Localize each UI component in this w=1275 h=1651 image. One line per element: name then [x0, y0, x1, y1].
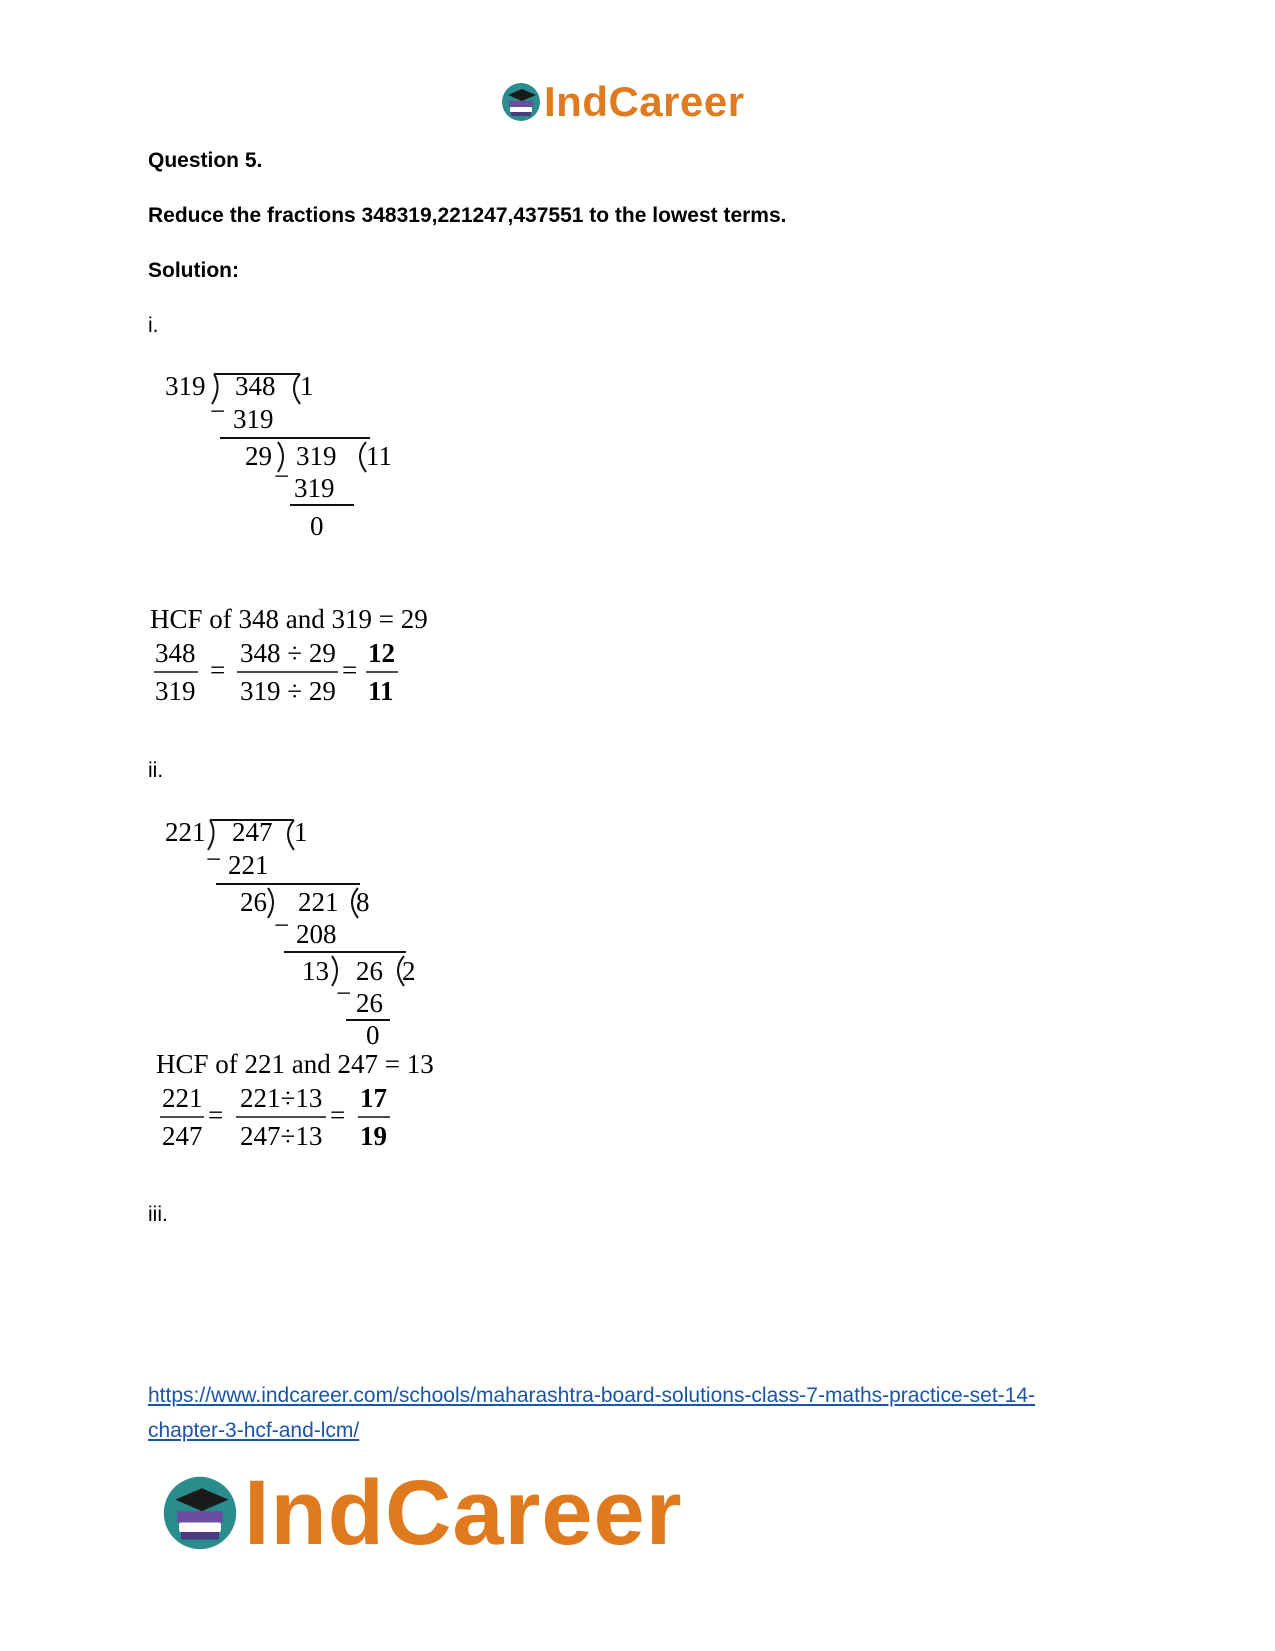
dividend: 348	[235, 371, 276, 401]
dividend: 26	[356, 956, 383, 986]
subtract: 26	[356, 988, 383, 1018]
remainder: 0	[310, 511, 324, 541]
svg-text:−: −	[336, 978, 352, 1008]
divisor: 29	[245, 441, 272, 471]
result-denominator: 19	[360, 1121, 387, 1151]
denominator-division: 247÷13	[240, 1121, 323, 1151]
question-text: Reduce the fractions 348319,221247,437551 to the lowest terms.	[148, 204, 787, 227]
brand-name: IndCareer	[544, 78, 745, 125]
divisor: 319	[165, 371, 206, 401]
svg-text:−: −	[210, 396, 226, 426]
source-link-line1[interactable]: https://www.indcareer.com/schools/maharashtra-board-solutions-class-7-maths-practice-set-14-	[148, 1384, 1036, 1407]
source-link-line2[interactable]: chapter-3-hcf-and-lcm/	[148, 1419, 360, 1442]
fraction-denominator: 247	[162, 1121, 203, 1151]
dividend: 221	[298, 887, 339, 917]
question-title: Question 5.	[148, 149, 263, 172]
divisor: 13	[302, 956, 329, 986]
subtract: 221	[228, 850, 269, 880]
quotient: 8	[356, 887, 370, 917]
footer-logo	[160, 1462, 683, 1564]
part-ii-label: ii.	[148, 759, 164, 782]
subtract: 319	[233, 404, 274, 434]
result-numerator: 12	[368, 638, 395, 668]
numerator-division: 221÷13	[240, 1083, 323, 1113]
quotient: 2	[402, 956, 416, 986]
denominator-division: 319 ÷ 29	[240, 676, 336, 706]
fraction-numerator: 221	[162, 1083, 203, 1113]
brand-name: IndCareer	[244, 1462, 683, 1564]
quotient: 1	[300, 371, 314, 401]
source-link[interactable]	[148, 1378, 1128, 1448]
divisor: 26	[240, 887, 267, 917]
part-ii-division	[150, 806, 490, 1046]
svg-text:=: =	[342, 655, 358, 685]
subtract: 208	[296, 919, 337, 949]
quotient: 1	[294, 817, 308, 847]
part-iii-label: iii.	[148, 1203, 168, 1226]
result-numerator: 17	[360, 1083, 387, 1113]
svg-text:=: =	[330, 1100, 346, 1130]
numerator-division: 348 ÷ 29	[240, 638, 336, 668]
graduation-cap-books-icon	[500, 81, 542, 123]
svg-text:=: =	[208, 1100, 224, 1130]
svg-text:−: −	[206, 844, 222, 874]
svg-text:−: −	[274, 461, 290, 491]
subtract: 319	[294, 473, 335, 503]
part-i-hcf	[150, 600, 530, 720]
graduation-cap-books-icon	[160, 1473, 240, 1553]
dividend: 247	[232, 817, 273, 847]
result-denominator: 11	[368, 676, 394, 706]
dividend: 319	[296, 441, 337, 471]
part-i-division	[150, 360, 470, 560]
svg-text:=: =	[210, 655, 226, 685]
hcf-line: HCF of 221 and 247 = 13	[156, 1049, 434, 1079]
remainder: 0	[366, 1020, 380, 1046]
fraction-denominator: 319	[155, 676, 196, 706]
header-logo	[500, 78, 745, 126]
divisor: 221	[165, 817, 206, 847]
svg-text:−: −	[274, 910, 290, 940]
hcf-line: HCF of 348 and 319 = 29	[150, 604, 428, 634]
solution-label: Solution:	[148, 259, 239, 282]
fraction-numerator: 348	[155, 638, 196, 668]
quotient: 11	[366, 441, 392, 471]
part-ii-hcf	[156, 1046, 536, 1166]
part-i-label: i.	[148, 314, 159, 337]
